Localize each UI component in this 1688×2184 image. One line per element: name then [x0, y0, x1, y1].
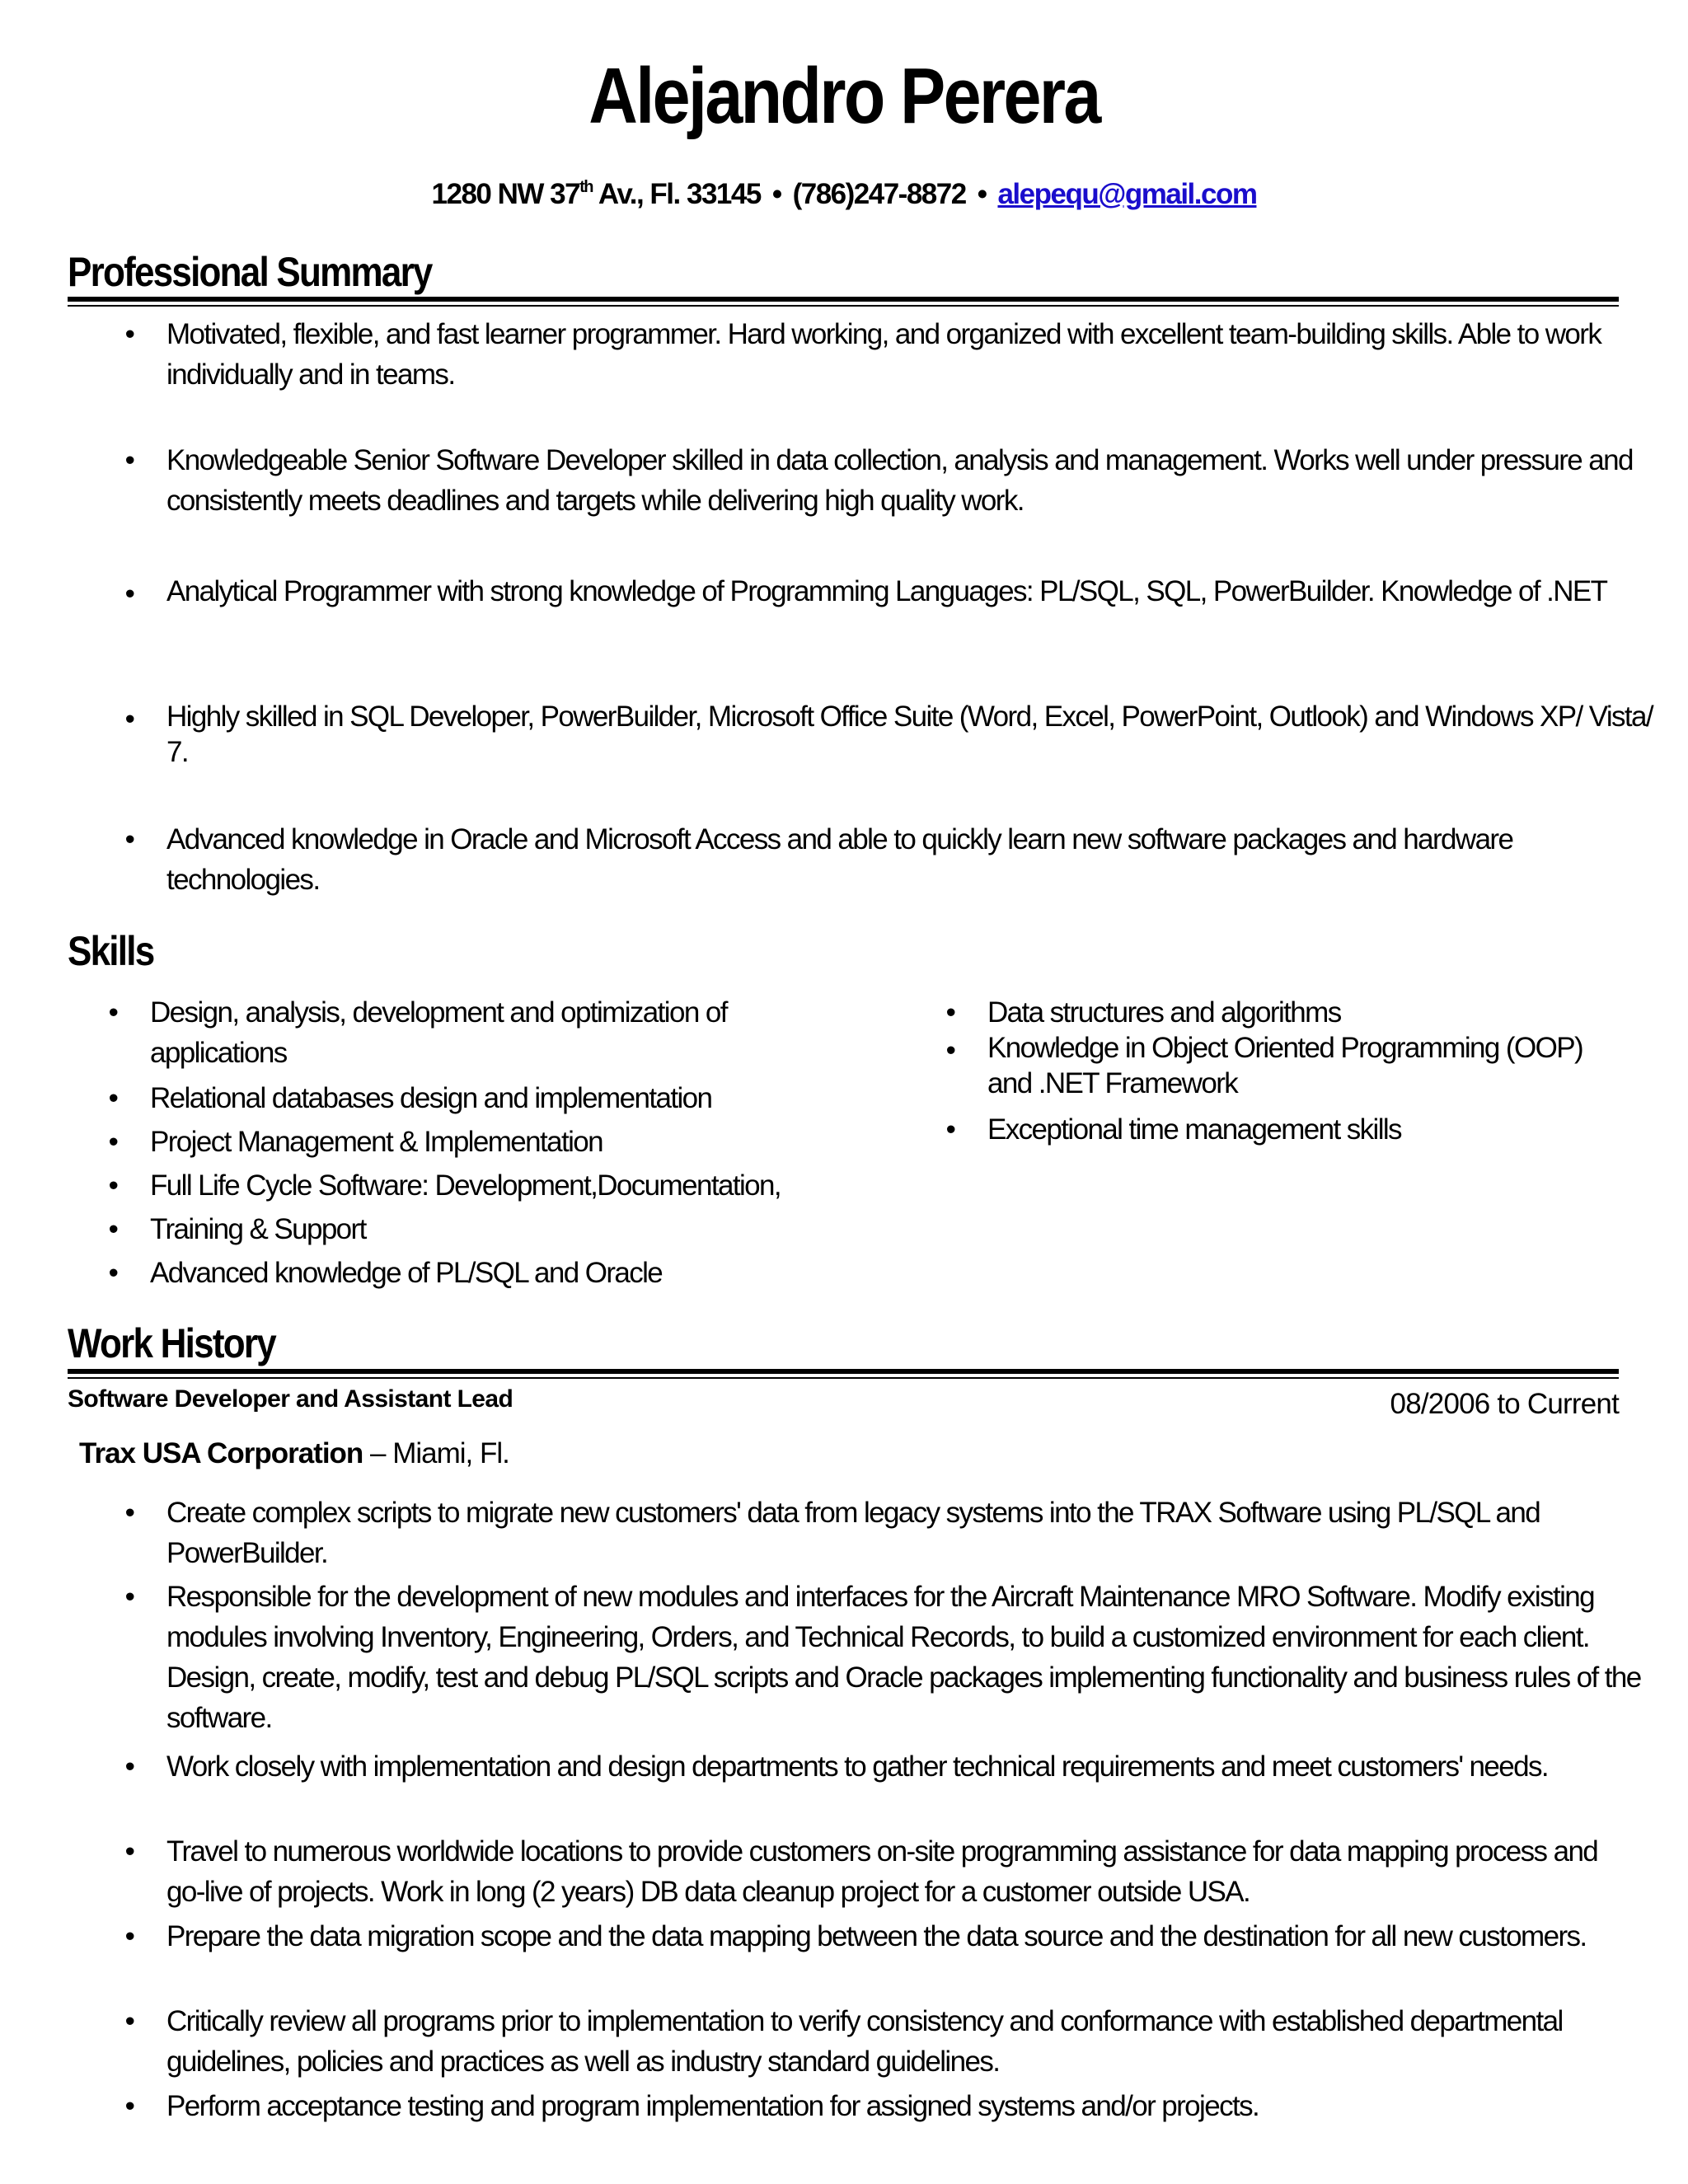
section-divider — [68, 297, 1619, 307]
section-title-skills: Skills — [68, 928, 154, 974]
section-title-work-history: Work History — [68, 1320, 275, 1366]
bullet: • — [108, 1126, 118, 1158]
bullet: • — [124, 2090, 134, 2122]
job-title: Software Developer and Assistant Lead — [68, 1385, 513, 1413]
email-link[interactable]: alepequ@gmail.com — [997, 178, 1257, 210]
company-line — [79, 1436, 509, 1472]
bullet: • — [124, 318, 134, 350]
section-divider — [68, 1369, 1619, 1379]
separator-bullet: • — [977, 178, 987, 210]
job-dates: 08/2006 to Current — [1390, 1388, 1619, 1420]
bullet: • — [945, 1113, 955, 1146]
bullet: • — [124, 1581, 134, 1613]
bullet: • — [108, 1213, 118, 1245]
company-location: – Miami, Fl. — [363, 1437, 509, 1469]
bullet: • — [945, 1034, 955, 1066]
bullet: • — [108, 996, 118, 1029]
bullet: • — [124, 823, 134, 855]
candidate-name: Alejandro Perera — [588, 52, 1100, 140]
contact-line — [0, 169, 1688, 213]
address: 1280 NW 37th Av., Fl. 33145 — [431, 178, 761, 210]
bullet: • — [124, 444, 134, 476]
bullet: • — [124, 2005, 134, 2037]
bullet: • — [124, 703, 134, 735]
separator-bullet: • — [771, 178, 781, 210]
phone: (786)247-8872 — [792, 178, 966, 210]
bullet: • — [124, 578, 134, 610]
bullet: • — [108, 1169, 118, 1202]
company-name: Trax USA Corporation — [79, 1437, 363, 1469]
bullet: • — [124, 1920, 134, 1952]
bullet: • — [945, 996, 955, 1029]
bullet: • — [124, 1835, 134, 1868]
bullet: • — [108, 1082, 118, 1114]
bullet: • — [124, 1497, 134, 1529]
bullet: • — [124, 1750, 134, 1783]
bullet: • — [108, 1257, 118, 1289]
section-title-professional-summary: Professional Summary — [68, 249, 432, 295]
